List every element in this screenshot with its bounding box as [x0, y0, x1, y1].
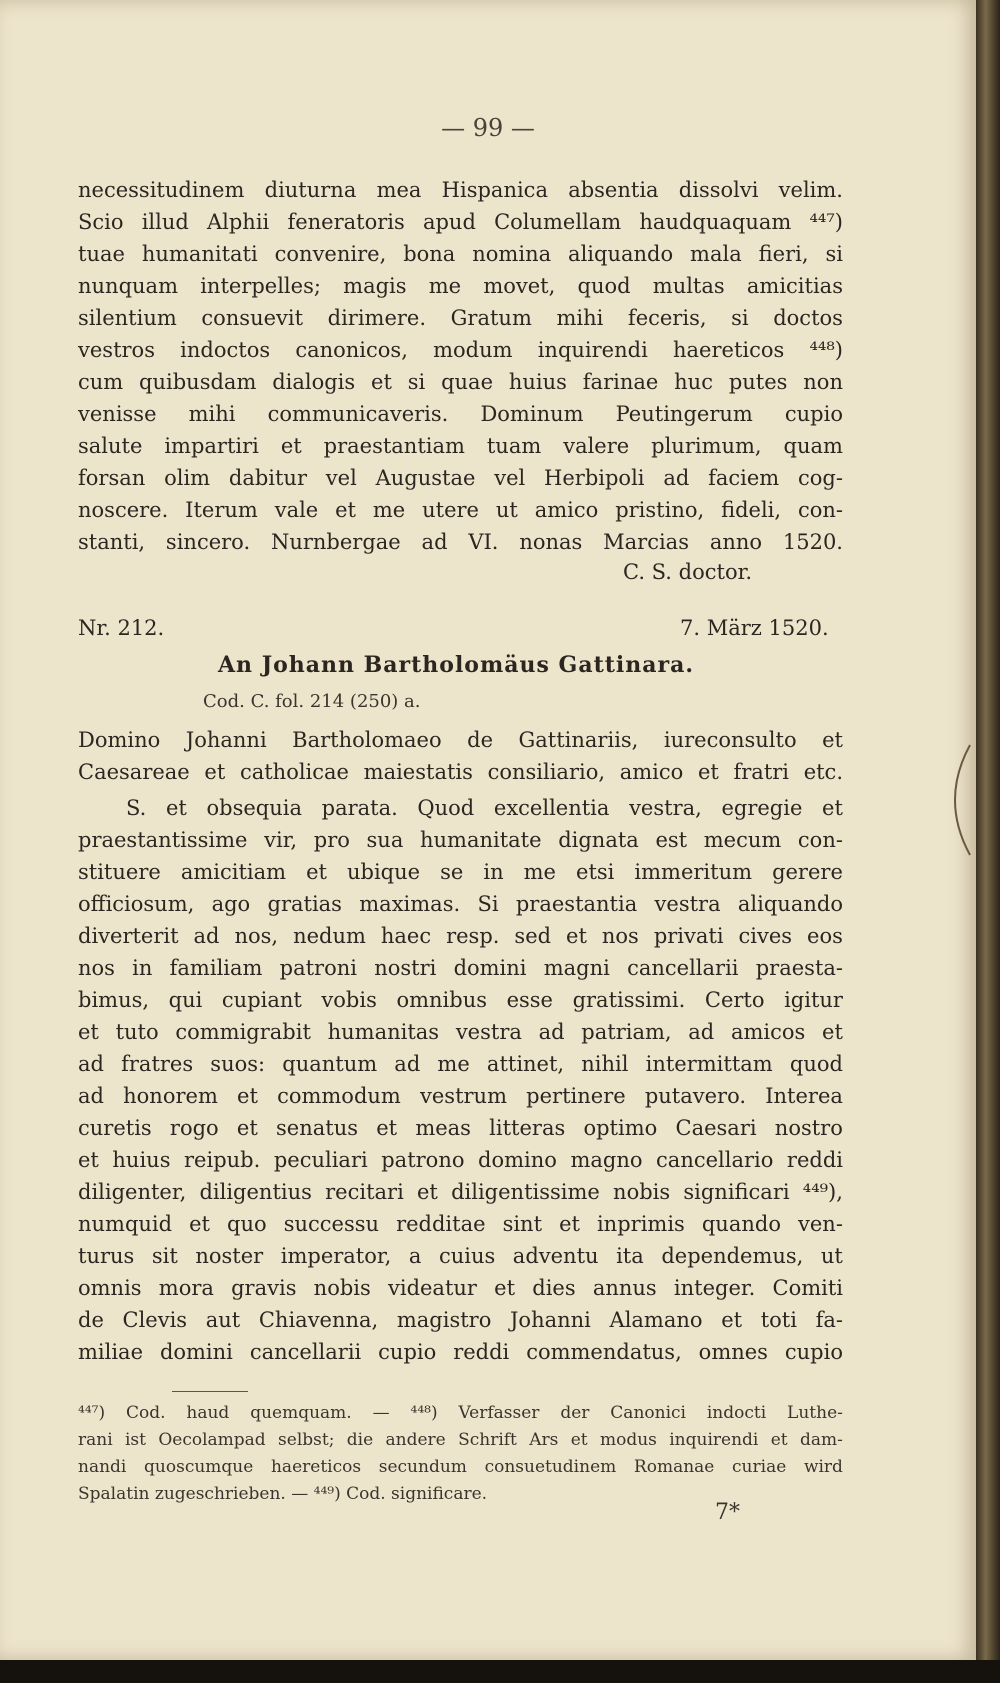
text-line: vestros indoctos canonicos, modum inquirendi haereticos ⁴⁴⁸) — [78, 338, 843, 362]
text-line: omnis mora gravis nobis videatur et dies annus integer. Comiti — [78, 1276, 843, 1300]
text-line: forsan olim dabitur vel Augustae vel Herbipoli ad faciem cog- — [78, 466, 843, 490]
letter-number: Nr. 212. — [78, 616, 165, 640]
footnote-line: rani ist Oecolampad selbst; die andere Schrift Ars et modus inquirendi et dam- — [78, 1430, 843, 1450]
book-spine — [976, 0, 1000, 1683]
signature: C. S. doctor. — [623, 560, 752, 584]
text-line: de Clevis aut Chiavenna, magistro Johanni Alamano et toti fa- — [78, 1308, 843, 1332]
text-line: necessitudinem diuturna mea Hispanica absentia dissolvi velim. — [78, 178, 843, 202]
footnote-rule — [172, 1391, 248, 1392]
letter-one-end — [78, 174, 843, 558]
text-line: nunquam interpelles; magis me movet, quod multas amicitias — [78, 274, 843, 298]
text-line: Domino Johanni Bartholomaeo de Gattinariis, iureconsulto et — [78, 728, 843, 752]
footnotes — [78, 1400, 843, 1508]
text-line: ad fratres suos: quantum ad me attinet, nihil intermittam quod — [78, 1052, 843, 1076]
text-line: tuae humanitati convenire, bona nomina aliquando mala fieri, si — [78, 242, 843, 266]
text-line: cum quibusdam dialogis et si quae huius farinae huc putes non — [78, 370, 843, 394]
text-line: salute impartiri et praestantiam tuam valere plurimum, quam — [78, 434, 843, 458]
text-line: praestantissime vir, pro sua humanitate dignata est mecum con- — [78, 828, 843, 852]
page-number: — 99 — — [441, 114, 535, 142]
text-line: numquid et quo successu redditae sint et inprimis quando ven- — [78, 1212, 843, 1236]
page-clip-mark — [940, 740, 976, 860]
text-line: diligenter, diligentius recitari et diligentissime nobis significari ⁴⁴⁹), — [78, 1180, 843, 1204]
letter-two-body — [78, 792, 843, 1368]
text-line: noscere. Iterum vale et me utere ut amico pristino, fideli, con- — [78, 498, 843, 522]
footnote-line: ⁴⁴⁷) Cod. haud quemquam. — ⁴⁴⁸) Verfasser der Canonici indocti Luthe- — [78, 1403, 843, 1423]
footnote-line: nandi quoscumque haereticos secundum consuetudinem Romanae curiae wird — [78, 1457, 843, 1477]
codex-reference: Cod. C. fol. 214 (250) a. — [203, 691, 421, 712]
text-line: ad honorem et commodum vestrum pertinere putavero. Interea — [78, 1084, 843, 1108]
text-line: et tuto commigrabit humanitas vestra ad patriam, ad amicos et — [78, 1020, 843, 1044]
text-line: diverterit ad nos, nedum haec resp. sed et nos privati cives eos — [78, 924, 843, 948]
text-line: Scio illud Alphii feneratoris apud Columellam haudquaquam ⁴⁴⁷) — [78, 210, 843, 234]
text-line: turus sit noster imperator, a cuius adventu ita dependemus, ut — [78, 1244, 843, 1268]
text-line: officiosum, ago gratias maximas. Si praestantia vestra aliquando — [78, 892, 843, 916]
text-line: silentium consuevit dirimere. Gratum mihi feceris, si doctos — [78, 306, 843, 330]
addressee-heading: An Johann Bartholomäus Gattinara. — [217, 652, 695, 678]
text-line: venisse mihi communicaveris. Dominum Peutingerum cupio — [78, 402, 843, 426]
signature-mark: 7* — [715, 1500, 740, 1525]
text-line: miliae domini cancellarii cupio reddi commendatus, omnes cupio — [78, 1340, 843, 1364]
letter-date: 7. März 1520. — [680, 616, 829, 640]
salutation — [78, 724, 843, 788]
text-line: S. et obsequia parata. Quod excellentia vestra, egregie et — [126, 796, 843, 820]
text-line: bimus, qui cupiant vobis omnibus esse gratissimi. Certo igitur — [78, 988, 843, 1012]
footnote-line: Spalatin zugeschrieben. — ⁴⁴⁹) Cod. significare. — [78, 1484, 488, 1504]
text-line: Caesareae et catholicae maiestatis consiliario, amico et fratri etc. — [78, 760, 843, 784]
text-line: stanti, sincero. Nurnbergae ad VI. nonas Marcias anno 1520. — [78, 530, 843, 554]
text-line: curetis rogo et senatus et meas litteras optimo Caesari nostro — [78, 1116, 843, 1140]
text-line: et huius reipub. peculiari patrono domino magno cancellario reddi — [78, 1148, 843, 1172]
page-edge-shadow — [0, 1660, 1000, 1683]
text-line: nos in familiam patroni nostri domini magni cancellarii praesta- — [78, 956, 843, 980]
text-line: stituere amicitiam et ubique se in me etsi immeritum gerere — [78, 860, 843, 884]
